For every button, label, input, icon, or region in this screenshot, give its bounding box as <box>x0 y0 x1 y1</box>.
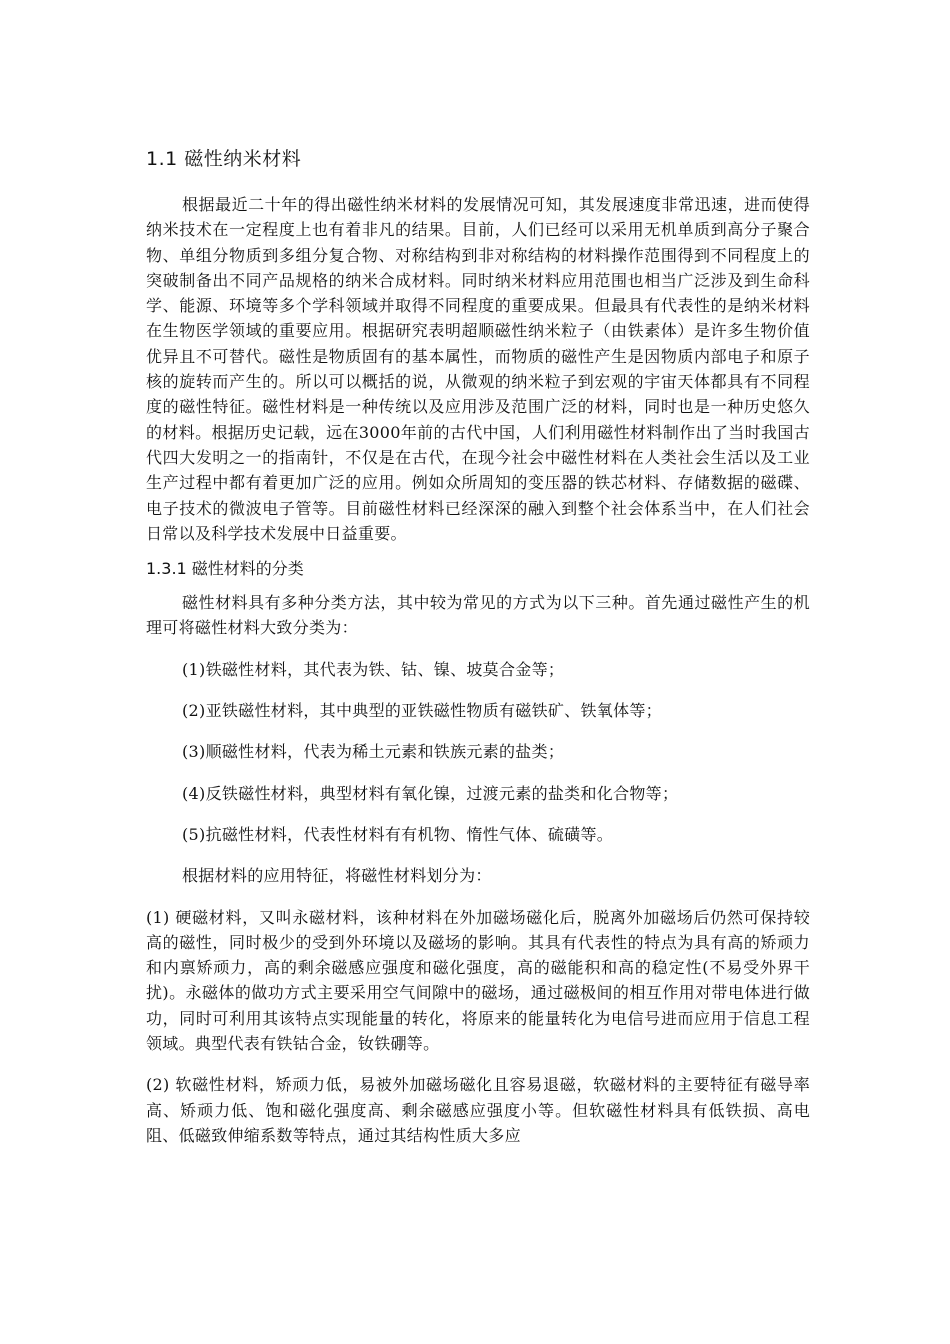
hard-magnetic-paragraph: (1) 硬磁材料，又叫永磁材料，该种材料在外加磁场磁化后，脱离外加磁场后仍然可保持较高的磁性，同时极少的受到外环境以及磁场的影响。其具有代表性的特点为具有高的矫顽力和内禀矫顽力，高的剩余磁感应强度和磁化强度，高的磁能积和高的稳定性(不易受外界干扰)。永磁体的做功方式主要采用空气间隙中的磁场，通过磁极间的相互作用对带电体进行做功，同时可利用其该特点实现能量的转化，将原来的能量转化为电信号进而应用于信息工程领域。典型代表有铁钴合金，钕铁硼等。 <box>146 907 810 1054</box>
classification-intro: 磁性材料具有多种分类方法，其中较为常见的方式为以下三种。首先通过磁性产生的机理可将磁性材料大致分类为： <box>146 593 810 638</box>
intro-paragraph: 根据最近二十年的得出磁性纳米材料的发展情况可知，其发展速度非常迅速，进而使得纳米技术在一定程度上也有着非凡的结果。目前，人们已经可以采用无机单质到高分子聚合物、单组分物质到多组分复合物、对称结构到非对称结构的材料操作范围得到不同程度上的突破制备出不同产品规格的纳米合成材料。同时纳米材料应用范围也相当广泛涉及到生命科学、能源、环境等多个学科领域并取得不同程度的重要成果。但最具有代表性的是纳米材料在生物医学领域的重要应用。根据研究表明超顺磁性纳米粒子（由铁素体）是许多生物价值优异且不可替代。磁性是物质固有的基本属性，而物质的磁性产生是因物质内部电子和原子核的旋转而产生的。所以可以概括的说，从微观的纳米粒子到宏观的宇宙天体都具有不同程度的磁性特征。磁性材料是一种传统以及应用涉及范围广泛的材料，同时也是一种历史悠久的材料。根据历史记载，远在3000年前的古代中国，人们利用磁性材料制作出了当时我国古代四大发明之一的指南针，不仅是在古代，在现今社会中磁性材料在人类社会生活以及工业生产过程中都有着更加广泛的应用。例如众所周知的变压器的铁芯材料、存储数据的磁碟、电子技术的微波电子管等。目前磁性材料已经深深的融入到整个社会体系当中，在人们社会日常以及科学技术发展中日益重要。 <box>146 195 810 543</box>
list-item: (1)铁磁性材料，其代表为铁、钴、镍、坡莫合金等； <box>182 659 565 679</box>
document-page <box>146 140 810 1148</box>
section-heading: 1.1 磁性纳米材料 <box>146 148 302 170</box>
application-intro: 根据材料的应用特征，将磁性材料划分为： <box>182 866 492 886</box>
list-item: (4)反铁磁性材料，典型材料有氧化镍，过渡元素的盐类和化合物等； <box>182 783 679 803</box>
subsection-heading: 1.3.1 磁性材料的分类 <box>146 559 304 579</box>
list-item: (2)亚铁磁性材料，其中典型的亚铁磁性物质有磁铁矿、铁氧体等； <box>182 701 662 721</box>
list-item: (5)抗磁性材料，代表性材料有有机物、惰性气体、硫磺等。 <box>182 824 614 844</box>
soft-magnetic-paragraph: (2) 软磁性材料，矫顽力低，易被外加磁场磁化且容易退磁，软磁材料的主要特征有磁导率高、矫顽力低、饱和磁化强度高、剩余磁感应强度小等。但软磁性材料具有低铁损、高电阻、低磁致伸缩系数等特点，通过其结构性质大多应 <box>146 1075 810 1145</box>
list-item: (3)顺磁性材料，代表为稀土元素和铁族元素的盐类； <box>182 742 565 762</box>
